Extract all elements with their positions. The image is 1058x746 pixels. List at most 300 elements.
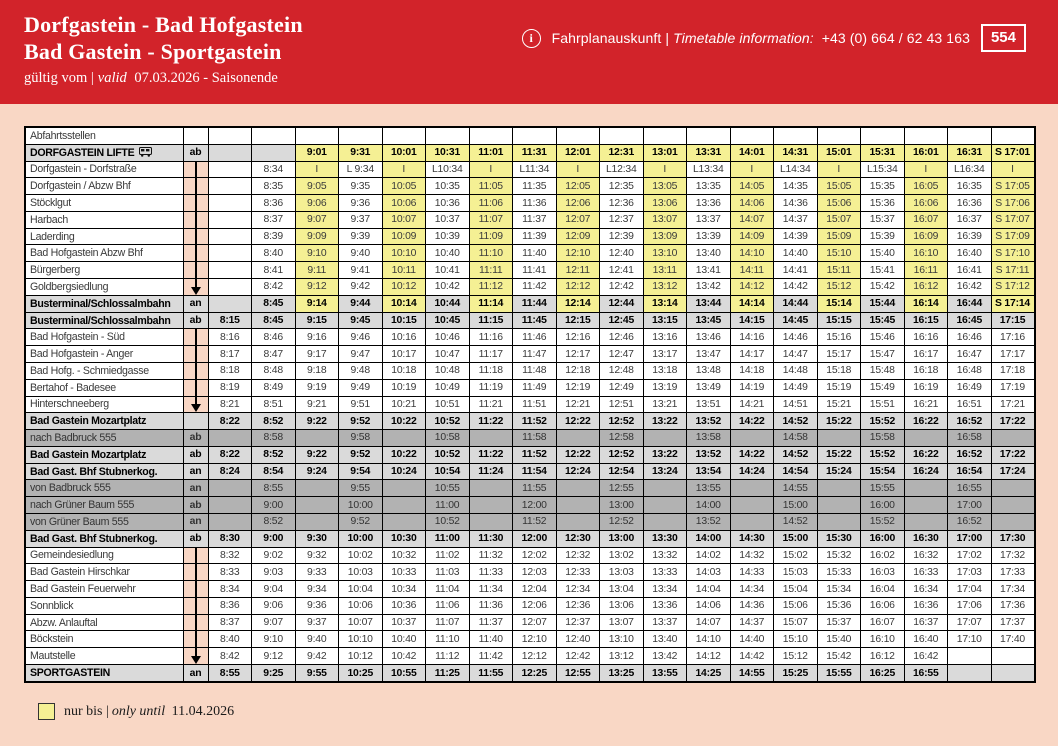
stop-name: Busterminal/Schlossalmbahn	[25, 295, 183, 312]
time-cell: L 9:34	[339, 161, 383, 178]
time-cell: 14:37	[774, 211, 818, 228]
time-cell: 14:25	[687, 665, 731, 682]
time-cell: 14:58	[774, 430, 818, 447]
stop-name: Böckstein	[25, 631, 183, 648]
time-cell: S 17:01	[991, 144, 1035, 161]
time-cell: 9:41	[339, 262, 383, 279]
time-cell	[469, 513, 513, 530]
time-cell: 12:35	[600, 178, 644, 195]
time-cell: 17:17	[991, 346, 1035, 363]
time-cell: 13:40	[643, 631, 687, 648]
time-cell: 12:00	[513, 530, 557, 547]
time-cell	[817, 430, 861, 447]
time-cell: 9:49	[339, 379, 383, 396]
time-cell: 10:07	[382, 211, 426, 228]
time-cell	[295, 430, 339, 447]
time-cell: 9:24	[295, 463, 339, 480]
time-cell	[208, 497, 252, 514]
time-cell: 11:10	[469, 245, 513, 262]
time-cell	[904, 513, 948, 530]
time-cell: 8:52	[252, 413, 296, 430]
time-cell: 9:40	[295, 631, 339, 648]
route-arrow-line	[195, 262, 197, 279]
time-cell: 9:51	[339, 396, 383, 413]
time-cell: I	[904, 161, 948, 178]
timetable-row	[25, 581, 1035, 598]
route-arrow	[183, 564, 208, 581]
time-cell: 14:55	[774, 480, 818, 497]
ab-an-label: ab	[183, 446, 208, 463]
time-cell: 13:34	[643, 581, 687, 598]
time-cell: 13:17	[643, 346, 687, 363]
time-cell: 12:04	[513, 581, 557, 598]
bus-icon	[139, 147, 152, 157]
time-cell	[991, 648, 1035, 665]
timetable-row	[25, 295, 1035, 312]
time-cell: 15:07	[817, 211, 861, 228]
time-cell: 15:18	[817, 362, 861, 379]
time-cell: 16:58	[948, 430, 992, 447]
time-cell	[556, 127, 600, 144]
stop-name: Bertahof - Badesee	[25, 379, 183, 396]
timetable-row	[25, 513, 1035, 530]
time-cell: 16:44	[948, 295, 992, 312]
time-cell: 9:04	[252, 581, 296, 598]
time-cell: 16:48	[948, 362, 992, 379]
timetable-body	[25, 127, 1035, 682]
time-cell: 12:01	[556, 144, 600, 161]
time-cell: 14:45	[774, 312, 818, 329]
time-cell: 14:03	[687, 564, 731, 581]
time-cell: 16:03	[861, 564, 905, 581]
timetable-container	[24, 126, 1036, 683]
time-cell	[730, 497, 774, 514]
route-titles	[24, 11, 303, 87]
time-cell: 9:03	[252, 564, 296, 581]
time-cell: 12:49	[600, 379, 644, 396]
time-cell: 12:46	[600, 329, 644, 346]
stop-name: Bad Gastein Hirschkar	[25, 564, 183, 581]
time-cell: 15:14	[817, 295, 861, 312]
stop-name: Bad Gastein Mozartplatz	[25, 446, 183, 463]
time-cell: 16:00	[861, 530, 905, 547]
timetable-row	[25, 178, 1035, 195]
time-cell: 17:37	[991, 614, 1035, 631]
stop-name: Harbach	[25, 211, 183, 228]
route-arrow-line	[195, 279, 197, 287]
time-cell: 8:19	[208, 379, 252, 396]
time-cell: 13:36	[643, 597, 687, 614]
time-cell: 15:07	[774, 614, 818, 631]
time-cell: 14:11	[730, 262, 774, 279]
time-cell: 12:18	[556, 362, 600, 379]
time-cell: 13:24	[643, 463, 687, 480]
time-cell: 17:30	[991, 530, 1035, 547]
timetable-row	[25, 228, 1035, 245]
time-cell	[904, 127, 948, 144]
time-cell: 11:06	[426, 597, 470, 614]
time-cell: L11:34	[513, 161, 557, 178]
time-cell: 15:44	[861, 295, 905, 312]
time-cell: 9:22	[295, 446, 339, 463]
time-cell: 10:58	[426, 430, 470, 447]
time-cell: 14:21	[730, 396, 774, 413]
time-cell: 8:32	[208, 547, 252, 564]
ab-an-label	[183, 127, 208, 144]
time-cell: 10:34	[382, 581, 426, 598]
time-cell	[643, 497, 687, 514]
time-cell: 8:41	[252, 262, 296, 279]
time-cell: 14:42	[730, 648, 774, 665]
time-cell: 11:35	[513, 178, 557, 195]
time-cell: 8:17	[208, 346, 252, 363]
route-arrow	[183, 329, 208, 346]
time-cell: 13:55	[643, 665, 687, 682]
time-cell: 16:22	[904, 413, 948, 430]
time-cell: I	[730, 161, 774, 178]
stop-name: von Grüner Baum 555	[25, 513, 183, 530]
time-cell: 12:14	[556, 295, 600, 312]
time-cell: 14:35	[774, 178, 818, 195]
time-cell: 9:42	[339, 279, 383, 296]
time-cell: 14:16	[730, 329, 774, 346]
route-arrow-line	[195, 211, 197, 228]
time-cell: 8:37	[252, 211, 296, 228]
stop-name: Bürgerberg	[25, 262, 183, 279]
time-cell: 16:54	[948, 463, 992, 480]
time-cell: 14:14	[730, 295, 774, 312]
time-cell: 17:21	[991, 396, 1035, 413]
time-cell: 13:06	[600, 597, 644, 614]
time-cell: 13:14	[643, 295, 687, 312]
route-arrow-line	[195, 362, 197, 379]
time-cell: 14:52	[774, 513, 818, 530]
time-cell: 13:21	[643, 396, 687, 413]
time-cell	[948, 648, 992, 665]
time-cell: 11:32	[469, 547, 513, 564]
time-cell: 11:39	[513, 228, 557, 245]
route-arrow-line	[195, 396, 197, 404]
time-cell: 12:06	[513, 597, 557, 614]
time-cell: 9:06	[295, 195, 339, 212]
time-cell	[208, 161, 252, 178]
time-cell: 12:52	[600, 413, 644, 430]
timetable-row	[25, 346, 1035, 363]
time-cell: 12:33	[556, 564, 600, 581]
legend-en: only until	[111, 703, 166, 719]
time-cell: 11:07	[469, 211, 513, 228]
time-cell	[208, 195, 252, 212]
time-cell: 8:30	[208, 530, 252, 547]
time-cell: 11:36	[513, 195, 557, 212]
time-cell: 13:36	[687, 195, 731, 212]
time-cell: 10:12	[339, 648, 383, 665]
stop-name: Bad Gastein Feuerwehr	[25, 581, 183, 598]
time-cell: 13:39	[687, 228, 731, 245]
validity-de: gültig vom |	[24, 70, 94, 86]
time-cell: 13:52	[687, 413, 731, 430]
time-cell	[469, 127, 513, 144]
time-cell: 16:51	[948, 396, 992, 413]
time-cell: 14:18	[730, 362, 774, 379]
time-cell: 9:30	[295, 530, 339, 547]
timetable-row	[25, 195, 1035, 212]
time-cell: 10:45	[426, 312, 470, 329]
time-cell: 13:52	[687, 446, 731, 463]
time-cell: 12:07	[556, 211, 600, 228]
timetable	[24, 126, 1036, 683]
time-cell: 13:05	[643, 178, 687, 195]
time-cell: 9:11	[295, 262, 339, 279]
route-arrow	[183, 178, 208, 195]
time-cell	[208, 295, 252, 312]
time-cell: 10:49	[426, 379, 470, 396]
stop-name: Bad Hofgastein - Süd	[25, 329, 183, 346]
time-cell: 10:39	[426, 228, 470, 245]
time-cell: 9:07	[252, 614, 296, 631]
time-cell: 12:30	[556, 530, 600, 547]
time-cell: 10:25	[339, 665, 383, 682]
time-cell: 8:52	[252, 446, 296, 463]
route-arrow-line	[195, 379, 197, 396]
route-arrow	[183, 597, 208, 614]
time-cell: 14:42	[774, 279, 818, 296]
time-cell	[295, 513, 339, 530]
time-cell: 11:15	[469, 312, 513, 329]
timetable-row	[25, 597, 1035, 614]
route-arrow-line	[195, 614, 197, 631]
time-cell: 17:22	[991, 446, 1035, 463]
time-cell: 10:10	[339, 631, 383, 648]
time-cell: 9:45	[339, 312, 383, 329]
timetable-row	[25, 430, 1035, 447]
time-cell: 9:32	[295, 547, 339, 564]
time-cell: 11:37	[469, 614, 513, 631]
stop-name: DORFGASTEIN LIFTE	[25, 144, 183, 161]
time-cell: 13:37	[643, 614, 687, 631]
time-cell: 17:36	[991, 597, 1035, 614]
time-cell: 12:17	[556, 346, 600, 363]
time-cell: 10:37	[426, 211, 470, 228]
timetable-row	[25, 648, 1035, 665]
time-cell: 16:55	[904, 665, 948, 682]
time-cell: 9:44	[339, 295, 383, 312]
time-cell: I	[643, 161, 687, 178]
route-arrow-line	[195, 631, 197, 648]
route-arrow-line	[195, 228, 197, 245]
route-number-badge: 554	[981, 24, 1026, 52]
time-cell: 8:55	[252, 480, 296, 497]
timetable-row	[25, 564, 1035, 581]
page-title-line1: Dorfgastein - Bad Hofgastein	[24, 12, 303, 37]
time-cell: 13:32	[643, 547, 687, 564]
time-cell: 14:48	[774, 362, 818, 379]
time-cell	[730, 480, 774, 497]
time-cell: 15:52	[861, 413, 905, 430]
time-cell: 10:22	[382, 413, 426, 430]
header-banner	[0, 0, 1058, 104]
ab-an-label: an	[183, 295, 208, 312]
time-cell	[208, 178, 252, 195]
time-cell: 9:10	[295, 245, 339, 262]
time-cell: 16:15	[904, 312, 948, 329]
time-cell: 10:54	[426, 463, 470, 480]
time-cell	[991, 665, 1035, 682]
stop-name: nach Grüner Baum 555	[25, 497, 183, 514]
time-cell: 11:05	[469, 178, 513, 195]
time-cell: 13:25	[600, 665, 644, 682]
time-cell: 11:22	[469, 413, 513, 430]
stop-name: Bad Hofgastein Abzw Bhf	[25, 245, 183, 262]
time-cell: 9:14	[295, 295, 339, 312]
validity-line	[24, 70, 303, 87]
time-cell: 12:58	[600, 430, 644, 447]
time-cell: 15:48	[861, 362, 905, 379]
time-cell: I	[382, 161, 426, 178]
time-cell: 12:22	[556, 446, 600, 463]
route-arrow	[183, 648, 208, 665]
time-cell: 12:25	[513, 665, 557, 682]
time-cell: 17:04	[948, 581, 992, 598]
legend-date: 11.04.2026	[171, 703, 235, 719]
time-cell: 11:44	[513, 295, 557, 312]
route-arrow-line	[195, 547, 197, 564]
time-cell	[252, 144, 296, 161]
time-cell: 11:11	[469, 262, 513, 279]
time-cell: 10:31	[426, 144, 470, 161]
time-cell: 11:52	[513, 513, 557, 530]
stop-name: Abfahrtsstellen	[25, 127, 183, 144]
time-cell: 11:34	[469, 581, 513, 598]
time-cell: 10:19	[382, 379, 426, 396]
time-cell: 10:52	[426, 513, 470, 530]
time-cell: 10:12	[382, 279, 426, 296]
time-cell: 14:06	[730, 195, 774, 212]
time-cell: S 17:05	[991, 178, 1035, 195]
time-cell: L10:34	[426, 161, 470, 178]
time-cell: 13:07	[600, 614, 644, 631]
time-cell: 15:06	[774, 597, 818, 614]
time-cell	[208, 144, 252, 161]
time-cell: 14:22	[730, 413, 774, 430]
route-arrow	[183, 379, 208, 396]
time-cell: 8:47	[252, 346, 296, 363]
time-cell: 8:51	[252, 396, 296, 413]
time-cell	[730, 513, 774, 530]
time-cell: 9:10	[252, 631, 296, 648]
time-cell: 10:55	[426, 480, 470, 497]
time-cell: 15:34	[817, 581, 861, 598]
time-cell: 13:02	[600, 547, 644, 564]
time-cell	[991, 480, 1035, 497]
time-cell: 15:51	[861, 396, 905, 413]
route-arrow-line	[195, 346, 197, 363]
time-cell: 16:36	[948, 195, 992, 212]
time-cell: 8:48	[252, 362, 296, 379]
time-cell: 10:09	[382, 228, 426, 245]
time-cell: 10:01	[382, 144, 426, 161]
time-cell: 14:06	[687, 597, 731, 614]
time-cell	[817, 480, 861, 497]
time-cell: 8:58	[252, 430, 296, 447]
time-cell: 9:17	[295, 346, 339, 363]
time-cell: 14:22	[730, 446, 774, 463]
route-arrow	[183, 346, 208, 363]
time-cell: 10:52	[426, 413, 470, 430]
time-cell: 13:15	[643, 312, 687, 329]
time-cell: L14:34	[774, 161, 818, 178]
time-cell: 16:52	[948, 446, 992, 463]
time-cell	[556, 430, 600, 447]
timetable-row	[25, 329, 1035, 346]
time-cell: S 17:07	[991, 211, 1035, 228]
time-cell: 13:00	[600, 497, 644, 514]
time-cell: 12:40	[556, 631, 600, 648]
time-cell: 16:40	[904, 631, 948, 648]
time-cell: 8:39	[252, 228, 296, 245]
time-cell: 16:10	[904, 245, 948, 262]
stop-name: Bad Gastein Mozartplatz	[25, 413, 183, 430]
time-cell: 12:16	[556, 329, 600, 346]
timetable-row	[25, 446, 1035, 463]
time-cell	[513, 127, 557, 144]
time-cell: 14:01	[730, 144, 774, 161]
time-cell: 15:40	[817, 631, 861, 648]
time-cell: 16:12	[904, 279, 948, 296]
time-cell: 11:09	[469, 228, 513, 245]
time-cell	[208, 228, 252, 245]
time-cell: 9:05	[295, 178, 339, 195]
timetable-row	[25, 245, 1035, 262]
time-cell: 10:07	[339, 614, 383, 631]
time-cell: 12:55	[600, 480, 644, 497]
time-cell: 9:58	[339, 430, 383, 447]
route-arrow-line	[195, 581, 197, 598]
time-cell: 13:41	[687, 262, 731, 279]
time-cell: 14:31	[774, 144, 818, 161]
time-cell: 12:34	[556, 581, 600, 598]
time-cell: 8:42	[208, 648, 252, 665]
route-arrow	[183, 211, 208, 228]
time-cell: 15:22	[817, 413, 861, 430]
time-cell: S 17:14	[991, 295, 1035, 312]
timetable-row	[25, 144, 1035, 161]
time-cell: 10:05	[382, 178, 426, 195]
time-cell: 11:40	[513, 245, 557, 262]
time-cell: 11:12	[469, 279, 513, 296]
time-cell: 13:12	[600, 648, 644, 665]
time-cell: 8:45	[252, 312, 296, 329]
time-cell	[991, 127, 1035, 144]
time-cell: 13:04	[600, 581, 644, 598]
stop-name: Stöcklgut	[25, 195, 183, 212]
time-cell: 15:15	[817, 312, 861, 329]
time-cell: 11:41	[513, 262, 557, 279]
time-cell: 10:14	[382, 295, 426, 312]
time-cell: 9:06	[252, 597, 296, 614]
time-cell: 12:48	[600, 362, 644, 379]
time-cell: 10:46	[426, 329, 470, 346]
time-cell: 14:12	[730, 279, 774, 296]
time-cell: 10:30	[382, 530, 426, 547]
time-cell: S 17:09	[991, 228, 1035, 245]
time-cell: 14:49	[774, 379, 818, 396]
time-cell: 13:35	[687, 178, 731, 195]
time-cell	[295, 497, 339, 514]
time-cell: 16:16	[904, 329, 948, 346]
time-cell: 8:40	[208, 631, 252, 648]
route-arrow	[183, 245, 208, 262]
